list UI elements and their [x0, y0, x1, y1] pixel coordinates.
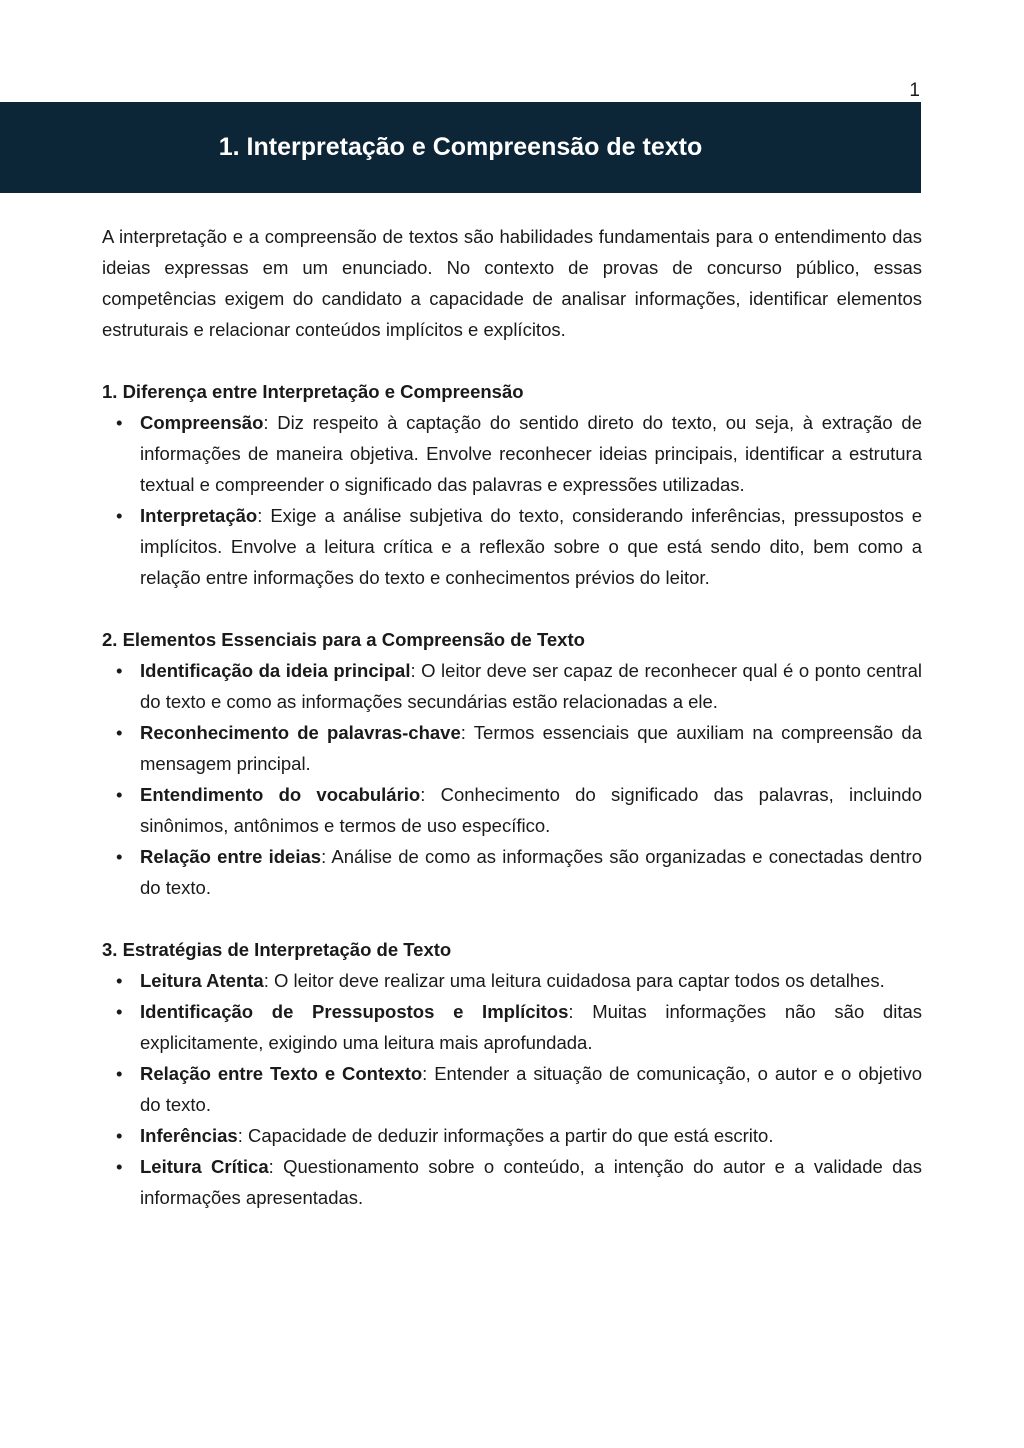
list-item-text: : Capacidade de deduzir informações a partir do que está escrito.: [237, 1125, 774, 1146]
section-elementos: [102, 624, 922, 903]
list-item-term: Identificação de Pressupostos e Implícitos: [140, 1001, 569, 1022]
title-banner: [0, 102, 921, 193]
list-item: [102, 1058, 922, 1120]
section-estrategias: [102, 934, 922, 1213]
bullet-icon: •: [116, 784, 123, 805]
list-item-term: Reconhecimento de palavras-chave: [140, 722, 461, 743]
bullet-icon: •: [116, 846, 123, 867]
intro-paragraph: A interpretação e a compreensão de textos são habilidades fundamentais para o entendimento das ideias expressas em um enunciado. No contexto de provas de concurso público, essas competências exigem do candidato a capacidade de analisar informações, identificar elementos estruturais e relacionar conteúdos implícitos e explícitos.: [102, 226, 922, 340]
bullet-icon: •: [116, 660, 123, 681]
list-item: [102, 1151, 922, 1213]
section-heading: 2. Elementos Essenciais para a Compreensão de Texto: [102, 629, 585, 650]
bullet-icon: •: [116, 722, 123, 743]
list-item-term: Leitura Crítica: [140, 1156, 269, 1177]
list-item: [102, 407, 922, 500]
list-item-text: : O leitor deve realizar uma leitura cuidadosa para captar todos os detalhes.: [263, 970, 885, 991]
list-item-text: : Análise de como as informações são organizadas e conectadas dentro do texto.: [140, 846, 923, 898]
list-item-text: : Conhecimento do significado das palavras, incluindo sinônimos, antônimos e termos de uso específico.: [140, 784, 922, 836]
list-item-term: Inferências: [140, 1125, 238, 1146]
section-diferenca: [102, 376, 922, 593]
list-item: [102, 717, 922, 779]
list-item: [102, 965, 922, 996]
list-item-text: : O leitor deve ser capaz de reconhecer qual é o ponto central do texto e como as informações secundárias estão relacionadas a ele.: [140, 660, 922, 712]
document-body: [102, 221, 922, 1213]
list-item-term: Relação entre Texto e Contexto: [140, 1063, 423, 1084]
section-heading: 1. Diferença entre Interpretação e Compreensão: [102, 381, 524, 402]
list-item-text: : Termos essenciais que auxiliam na compreensão da mensagem principal.: [140, 722, 922, 774]
list-item-text: : Entender a situação de comunicação, o autor e o objetivo do texto.: [140, 1063, 922, 1115]
list-item-term: Relação entre ideias: [140, 846, 322, 867]
bullet-list: [102, 965, 922, 1213]
list-item-text: : Questionamento sobre o conteúdo, a intenção do autor e a validade das informações apresentadas.: [140, 1156, 922, 1208]
bullet-list: [102, 655, 922, 903]
list-item-term: Entendimento do vocabulário: [140, 784, 421, 805]
list-item: [102, 779, 922, 841]
list-item: [102, 996, 922, 1058]
bullet-list: [102, 407, 922, 593]
list-item-term: Leitura Atenta: [140, 970, 264, 991]
list-item-term: Interpretação: [140, 505, 258, 526]
list-item-term: Compreensão: [140, 412, 264, 433]
page-title: 1. Interpretação e Compreensão de texto: [218, 133, 703, 161]
list-item: [102, 1120, 922, 1151]
list-item: [102, 500, 922, 593]
list-item-text: : Muitas informações não são ditas explicitamente, exigindo uma leitura mais aprofundada.: [140, 1001, 922, 1053]
bullet-icon: •: [116, 505, 123, 526]
list-item-text: : Exige a análise subjetiva do texto, considerando inferências, pressupostos e implícitos. Envolve a leitura crítica e a reflexão sobre o que está sendo dito, bem como a relação entre informações do texto e conhecimentos prévios do leitor.: [140, 505, 922, 588]
list-item: [102, 841, 922, 903]
page-number: 1: [909, 80, 920, 101]
list-item-term: Identificação da ideia principal: [140, 660, 411, 681]
bullet-icon: •: [116, 412, 123, 433]
list-item-text: : Diz respeito à captação do sentido direto do texto, ou seja, à extração de informações de maneira objetiva. Envolve reconhecer ideias principais, identificar a estrutura textual e compreender o significado das palavras e expressões utilizadas.: [140, 412, 922, 495]
bullet-icon: •: [116, 1001, 123, 1022]
list-item: [102, 655, 922, 717]
section-heading: 3. Estratégias de Interpretação de Texto: [102, 939, 452, 960]
bullet-icon: •: [116, 1063, 123, 1084]
bullet-icon: •: [116, 970, 123, 991]
bullet-icon: •: [116, 1156, 123, 1177]
bullet-icon: •: [116, 1125, 123, 1146]
